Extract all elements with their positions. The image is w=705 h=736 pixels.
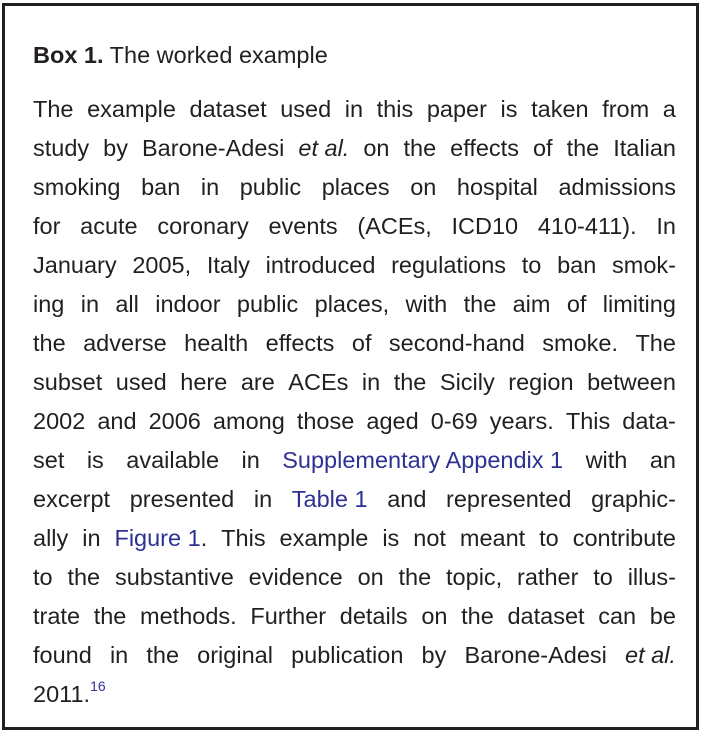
word: on bbox=[410, 174, 437, 200]
word: substantive bbox=[114, 564, 234, 590]
word: to bbox=[521, 252, 542, 278]
word: the bbox=[33, 330, 66, 356]
word: by bbox=[421, 642, 447, 668]
word: with bbox=[405, 291, 448, 317]
word: available bbox=[126, 447, 220, 473]
word: publication bbox=[291, 642, 404, 668]
word: (ACEs, bbox=[357, 213, 432, 239]
word: places, bbox=[314, 291, 390, 317]
word: to bbox=[593, 564, 613, 590]
word: by bbox=[103, 135, 128, 161]
word: aged bbox=[366, 408, 419, 434]
word: among bbox=[212, 408, 285, 434]
word: in bbox=[82, 525, 101, 551]
word: hospital bbox=[456, 174, 538, 200]
word: aim bbox=[512, 291, 551, 317]
word: on bbox=[421, 603, 448, 629]
word: rather bbox=[517, 564, 579, 590]
text-line bbox=[33, 597, 676, 636]
word: the bbox=[393, 369, 427, 395]
word: second-hand bbox=[388, 330, 525, 356]
word: effects bbox=[450, 135, 519, 161]
word: smoke. bbox=[542, 330, 618, 356]
word: are bbox=[240, 369, 275, 395]
word: found bbox=[33, 642, 92, 668]
word: ban bbox=[141, 174, 181, 200]
author-citation-italic: et al. bbox=[298, 135, 350, 161]
word: public bbox=[239, 174, 302, 200]
word: 2002 bbox=[33, 408, 86, 434]
word: taken bbox=[531, 96, 589, 122]
text-line bbox=[33, 675, 676, 714]
word: public bbox=[236, 291, 299, 317]
word: with bbox=[585, 447, 628, 473]
word: is bbox=[86, 447, 104, 473]
word: admissions bbox=[558, 174, 676, 200]
word: meant bbox=[459, 525, 526, 551]
word: ban bbox=[557, 252, 597, 278]
word: adverse bbox=[83, 330, 167, 356]
word: on bbox=[363, 135, 390, 161]
word: not bbox=[413, 525, 446, 551]
word: is bbox=[500, 96, 518, 122]
word: be bbox=[649, 603, 676, 629]
word: dataset bbox=[189, 96, 267, 122]
word: indoor bbox=[155, 291, 221, 317]
text-line bbox=[33, 90, 676, 129]
word: data- bbox=[622, 408, 676, 434]
citation-superscript[interactable]: 16 bbox=[90, 678, 106, 694]
word: trate bbox=[33, 603, 81, 629]
word: years. bbox=[489, 408, 554, 434]
word: limiting bbox=[602, 291, 676, 317]
word: graphic- bbox=[591, 486, 676, 512]
word: Barone-Adesi bbox=[142, 135, 285, 161]
text-line bbox=[33, 519, 676, 558]
word: dataset bbox=[507, 603, 585, 629]
word: in bbox=[109, 642, 129, 668]
word: effects bbox=[265, 330, 335, 356]
word: study bbox=[33, 135, 90, 161]
word: can bbox=[598, 603, 637, 629]
word: in bbox=[253, 486, 273, 512]
word: events bbox=[268, 213, 338, 239]
word: The bbox=[33, 96, 74, 122]
word: in bbox=[80, 291, 100, 317]
word: the bbox=[398, 564, 432, 590]
word: paper bbox=[426, 96, 487, 122]
word: this bbox=[376, 96, 414, 122]
text-line bbox=[33, 207, 676, 246]
cross-reference-link[interactable]: Table 1 bbox=[291, 486, 368, 512]
word: ally bbox=[33, 525, 69, 551]
word: for bbox=[33, 213, 61, 239]
word: ing bbox=[33, 291, 65, 317]
text-line bbox=[33, 636, 676, 675]
word: the bbox=[67, 564, 101, 590]
text-line bbox=[33, 558, 676, 597]
word: 410-411). bbox=[537, 213, 637, 239]
word: details bbox=[339, 603, 408, 629]
word: in bbox=[344, 96, 364, 122]
word: to bbox=[33, 564, 53, 590]
word: those bbox=[296, 408, 355, 434]
word: is bbox=[382, 525, 400, 551]
text-line bbox=[33, 363, 676, 402]
word: in bbox=[361, 369, 381, 395]
word: the bbox=[146, 642, 180, 668]
box-title bbox=[33, 40, 328, 70]
word: evidence bbox=[248, 564, 343, 590]
word: regulations bbox=[391, 252, 507, 278]
word: Italian bbox=[613, 135, 676, 161]
word: to bbox=[539, 525, 559, 551]
word: region bbox=[508, 369, 574, 395]
word: smoking bbox=[33, 174, 121, 200]
word: This bbox=[221, 525, 266, 551]
text-line bbox=[33, 480, 676, 519]
word: of bbox=[532, 135, 553, 161]
word: introduced bbox=[265, 252, 376, 278]
word: used bbox=[115, 369, 167, 395]
word: and bbox=[97, 408, 137, 434]
word: the bbox=[403, 135, 437, 161]
word: in bbox=[241, 447, 260, 473]
word: contribute bbox=[572, 525, 676, 551]
word: January bbox=[33, 252, 117, 278]
word: in bbox=[200, 174, 220, 200]
cross-reference-link[interactable]: Supplementary Appendix 1 bbox=[282, 447, 564, 473]
word: excerpt bbox=[33, 486, 111, 512]
word: health bbox=[184, 330, 249, 356]
text-line bbox=[33, 402, 676, 441]
word: coronary bbox=[157, 213, 249, 239]
word: topic, bbox=[446, 564, 503, 590]
word: acute bbox=[80, 213, 138, 239]
word: from bbox=[602, 96, 650, 122]
box-title-text: The worked example bbox=[109, 42, 328, 68]
word: Italy bbox=[206, 252, 250, 278]
word: example bbox=[87, 96, 176, 122]
text-line bbox=[33, 246, 676, 285]
word: 2005, bbox=[132, 252, 192, 278]
word: Further bbox=[250, 603, 327, 629]
word: a bbox=[662, 96, 676, 122]
word: the bbox=[93, 603, 127, 629]
word: on bbox=[357, 564, 384, 590]
word: an bbox=[649, 447, 676, 473]
word: 2011.16 bbox=[33, 678, 106, 707]
word: example bbox=[279, 525, 369, 551]
author-citation-italic: et al. bbox=[625, 642, 676, 668]
word: In bbox=[656, 213, 676, 239]
word: used bbox=[280, 96, 332, 122]
text-line bbox=[33, 285, 676, 324]
word: 2006 bbox=[148, 408, 201, 434]
word: all bbox=[115, 291, 139, 317]
word: methods. bbox=[140, 603, 237, 629]
text-line bbox=[33, 168, 676, 207]
text-line bbox=[33, 129, 676, 168]
word: ICD10 bbox=[451, 213, 519, 239]
word: the bbox=[461, 603, 494, 629]
word: the bbox=[463, 291, 497, 317]
word: between bbox=[587, 369, 676, 395]
word: of bbox=[566, 291, 587, 317]
word: of bbox=[351, 330, 372, 356]
word: 0-69 bbox=[430, 408, 478, 434]
word: places bbox=[321, 174, 390, 200]
box-1 bbox=[2, 3, 699, 730]
word: The bbox=[635, 330, 676, 356]
box-label: Box 1. bbox=[33, 42, 104, 68]
word: presented bbox=[129, 486, 235, 512]
word: and bbox=[387, 486, 427, 512]
word: the bbox=[566, 135, 600, 161]
word: set bbox=[33, 447, 65, 473]
word: here bbox=[180, 369, 228, 395]
word: This bbox=[565, 408, 611, 434]
text-line bbox=[33, 441, 676, 480]
word: smok- bbox=[612, 252, 676, 278]
word: Barone-Adesi bbox=[464, 642, 607, 668]
word: represented bbox=[446, 486, 572, 512]
box-body-text bbox=[33, 90, 676, 714]
word: illus- bbox=[627, 564, 676, 590]
word: original bbox=[197, 642, 273, 668]
cross-reference-link[interactable]: Figure 1. bbox=[114, 525, 208, 551]
word: subset bbox=[33, 369, 103, 395]
word: Sicily bbox=[439, 369, 495, 395]
word: ACEs bbox=[288, 369, 349, 395]
text-line bbox=[33, 324, 676, 363]
